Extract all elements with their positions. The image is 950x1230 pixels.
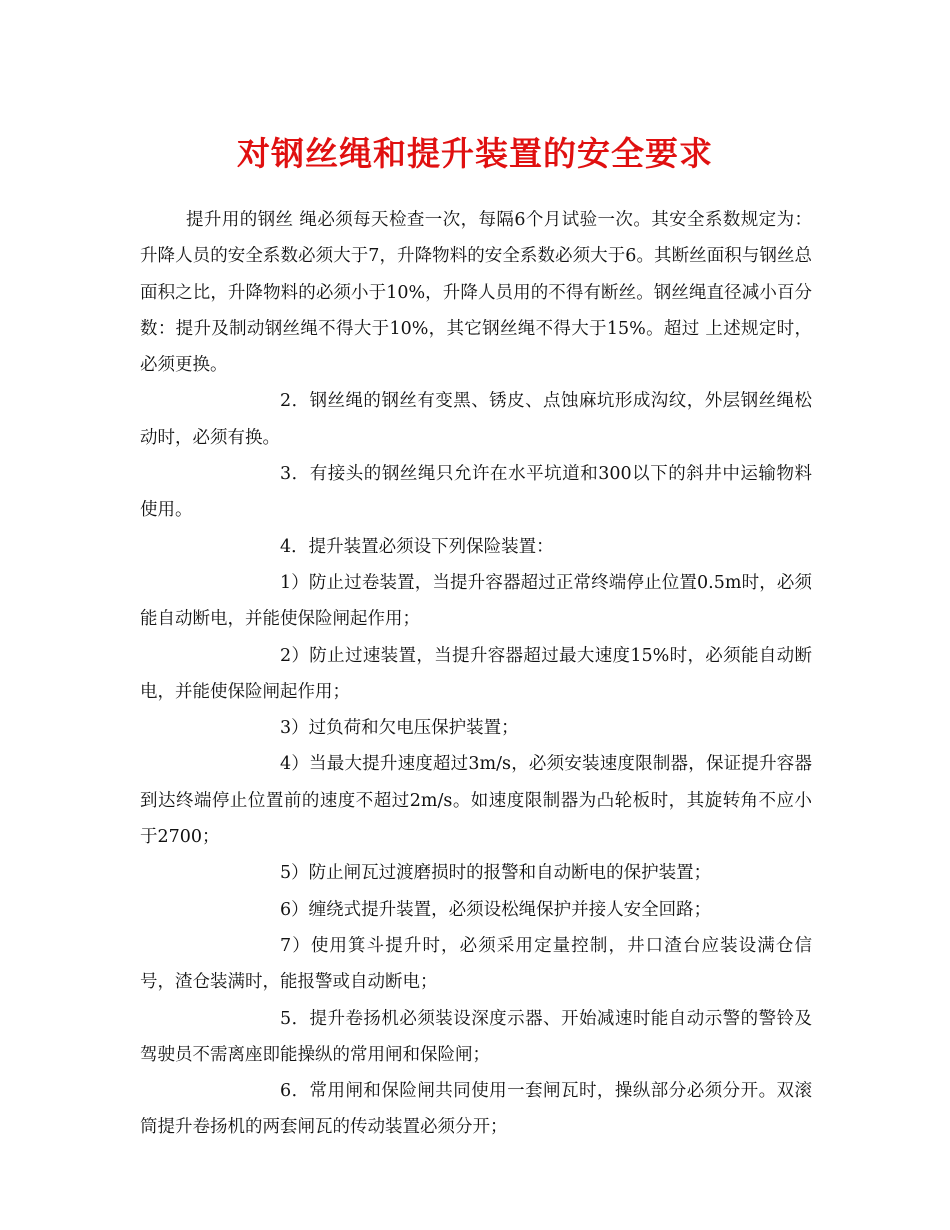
paragraph-subitem-5: 5）防止闸瓦过渡磨损时的报警和自动断电的保护装置； (280, 863, 712, 884)
paragraph-item-4: 4．提升装置必须设下列保险装置： (280, 536, 554, 557)
paragraph-subitem-2: 2）防止过速装置，当提升容器超过最大速度15%时，必须能自动断电，并能使保险闸起作用； (140, 645, 812, 702)
paragraph-item-2: 2．钢丝绳的钢丝有变黑、锈皮、点蚀麻坑形成沟纹，外层钢丝绳松动时，必须有换。 (140, 391, 812, 448)
paragraph-subitem-1: 1）防止过卷装置，当提升容器超过正常终端停止位置0.5m时，必须能自动断电，并能使保险闸起作用； (140, 572, 812, 630)
document-body (140, 202, 812, 1146)
paragraph-item-5: 5．提升卷扬机必须装设深度示器、开始减速时能自动示警的警铃及驾驶员不需离座即能操纵的常用闸和保险闸； (140, 1008, 812, 1065)
paragraph-intro: 提升用的钢丝 绳必须每天检查一次，每隔6个月试验一次。其安全系数规定为：升降人员的安全系数必须大于7，升降物料的安全系数必须大于6。其断丝面积与钢丝总面积之比，升降物料的必须小于10%，升降人员用的不得有断丝。钢丝绳直径减小百分数：提升及制动钢丝绳不得大于10%，其它钢丝绳不得大于15%。超过 上述规定时，必须更换。 (140, 210, 812, 376)
paragraph-item-3: 3．有接头的钢丝绳只允许在水平坑道和300以下的斜井中运输物料使用。 (140, 464, 812, 521)
document-title: 对钢丝绳和提升装置的安全要求 (237, 134, 713, 173)
paragraph-subitem-4: 4）当最大提升速度超过3m/s，必须安装速度限制器，保证提升容器到达终端停止位置前的速度不超过2m/s。如速度限制器为凸轮板时，其旋转角不应小于2700； (140, 754, 812, 848)
paragraph-subitem-7: 7）使用箕斗提升时，必须采用定量控制，井口渣台应装设满仓信号，渣仓装满时，能报警或自动断电； (140, 935, 812, 993)
paragraph-subitem-3: 3）过负荷和欠电压保护装置； (280, 718, 519, 739)
paragraph-item-6: 6．常用闸和保险闸共同使用一套闸瓦时，操纵部分必须分开。双滚筒提升卷扬机的两套闸瓦的传动装置必须分开； (140, 1081, 812, 1138)
paragraph-subitem-6: 6）缠绕式提升装置，必须设松绳保护并接人安全回路； (280, 899, 712, 920)
